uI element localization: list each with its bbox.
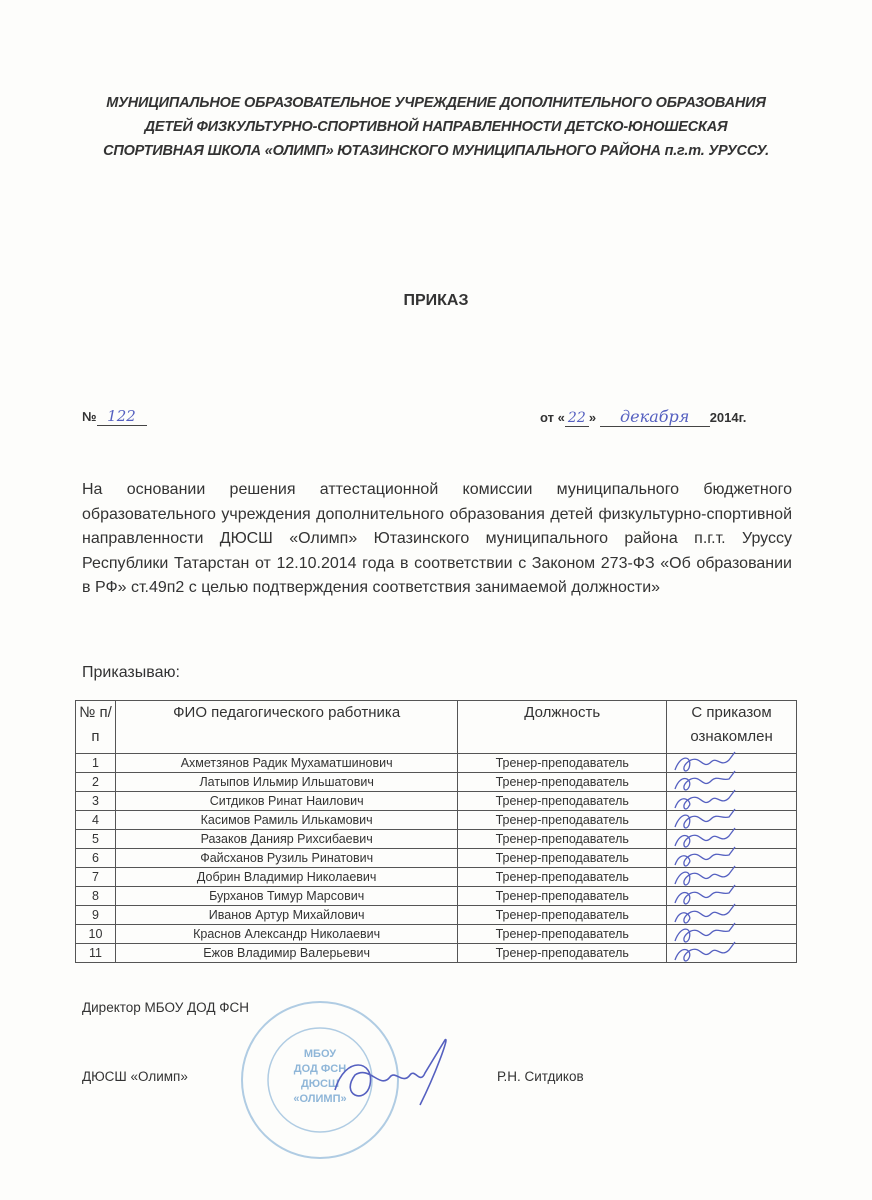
employee-name: Ситдиков Ринат Наилович (115, 792, 457, 811)
stamp-text-line: МБОУ (303, 1048, 337, 1060)
employee-name: Латыпов Ильмир Ильшатович (115, 773, 457, 792)
employee-position: Тренер-преподаватель (458, 830, 667, 849)
row-number: 1 (76, 754, 116, 773)
body-paragraph: На основании решения аттестационной комиссии муниципального бюджетного образовательного учреждения дополнительного образования детей физкультурно-спортивной направленности ДЮСШ «Олимп» Ютазинского муниципального района п.г.т. Уруссу Республики Татарстан от 12.10.2014 года в соответствии с Законом 273-ФЗ «Об образовании в РФ» ст.49п2 с целью подтверждения соответствия занимаемой должности» (82, 481, 792, 596)
row-number: 8 (76, 887, 116, 906)
employee-name: Краснов Александр Николаевич (115, 925, 457, 944)
row-number: 2 (76, 773, 116, 792)
header-acknowledged: С приказом ознакомлен (667, 701, 797, 754)
document-title: ПРИКАЗ (403, 292, 469, 309)
employee-position: Тренер-преподаватель (458, 868, 667, 887)
stamp-text-line: ДОД ФСН (293, 1063, 347, 1075)
date-day: 22 (565, 410, 589, 427)
date-quote: » (588, 410, 597, 425)
acknowledgement-signature (667, 944, 797, 963)
employee-position: Тренер-преподаватель (458, 792, 667, 811)
row-number: 4 (76, 811, 116, 830)
employee-name: Иванов Артур Михайлович (115, 906, 457, 925)
row-number: 9 (76, 906, 116, 925)
date-year: 2014г. (709, 410, 747, 425)
header-line-1: МУНИЦИПАЛЬНОЕ ОБРАЗОВАТЕЛЬНОЕ УЧРЕЖДЕНИЕ ДОПОЛНИТЕЛЬНОГО ОБРАЗОВАНИЯ (106, 95, 766, 111)
footer-director-line2: ДЮСШ «Олимп» (82, 1069, 188, 1084)
row-number: 7 (76, 868, 116, 887)
number-sign: № (82, 409, 97, 424)
header-name: ФИО педагогического работника (115, 701, 457, 754)
signature-scribble (671, 938, 751, 968)
employee-position: Тренер-преподаватель (458, 925, 667, 944)
order-number (82, 407, 147, 426)
header-position: Должность (458, 701, 667, 754)
stamp-text-line: ДЮСШ (300, 1078, 340, 1090)
row-number: 5 (76, 830, 116, 849)
date-month: декабря (600, 407, 710, 427)
employee-name: Ахметзянов Радик Мухаматшинович (115, 754, 457, 773)
employee-name: Касимов Рамиль Илькамович (115, 811, 457, 830)
order-date (540, 407, 746, 427)
employee-position: Тренер-преподаватель (458, 754, 667, 773)
header-line-2: ДЕТЕЙ ФИЗКУЛЬТУРНО-СПОРТИВНОЙ НАПРАВЛЕННОСТИ ДЕТСКО-ЮНОШЕСКАЯ (144, 119, 728, 135)
employee-name: Добрин Владимир Николаевич (115, 868, 457, 887)
table-header-row (76, 701, 797, 754)
director-signature (325, 1035, 455, 1110)
employee-position: Тренер-преподаватель (458, 887, 667, 906)
employee-position: Тренер-преподаватель (458, 811, 667, 830)
date-prefix: от « (540, 410, 565, 425)
employee-name: Бурханов Тимур Марсович (115, 887, 457, 906)
employee-position: Тренер-преподаватель (458, 773, 667, 792)
employee-position: Тренер-преподаватель (458, 944, 667, 963)
header-line-3: СПОРТИВНАЯ ШКОЛА «ОЛИМП» ЮТАЗИНСКОГО МУНИЦИПАЛЬНОГО РАЙОНА п.г.т. УРУССУ. (103, 143, 769, 159)
order-number-value: 122 (97, 407, 147, 426)
employee-name: Разаков Данияр Рихсибаевич (115, 830, 457, 849)
employee-position: Тренер-преподаватель (458, 906, 667, 925)
employee-position: Тренер-преподаватель (458, 849, 667, 868)
row-number: 3 (76, 792, 116, 811)
row-number: 11 (76, 944, 116, 963)
staff-table (75, 700, 797, 963)
table-row (76, 944, 797, 963)
row-number: 10 (76, 925, 116, 944)
employee-name: Файсханов Рузиль Ринатович (115, 849, 457, 868)
row-number: 6 (76, 849, 116, 868)
employee-name: Ежов Владимир Валерьевич (115, 944, 457, 963)
stamp-text-line: «ОЛИМП» (293, 1093, 347, 1105)
footer-director-line1: Директор МБОУ ДОД ФСН (82, 1000, 250, 1015)
footer-signatory: Р.Н. Ситдиков (497, 1069, 584, 1084)
order-word: Приказываю: (82, 664, 180, 681)
header-number: № п/п (76, 701, 116, 754)
